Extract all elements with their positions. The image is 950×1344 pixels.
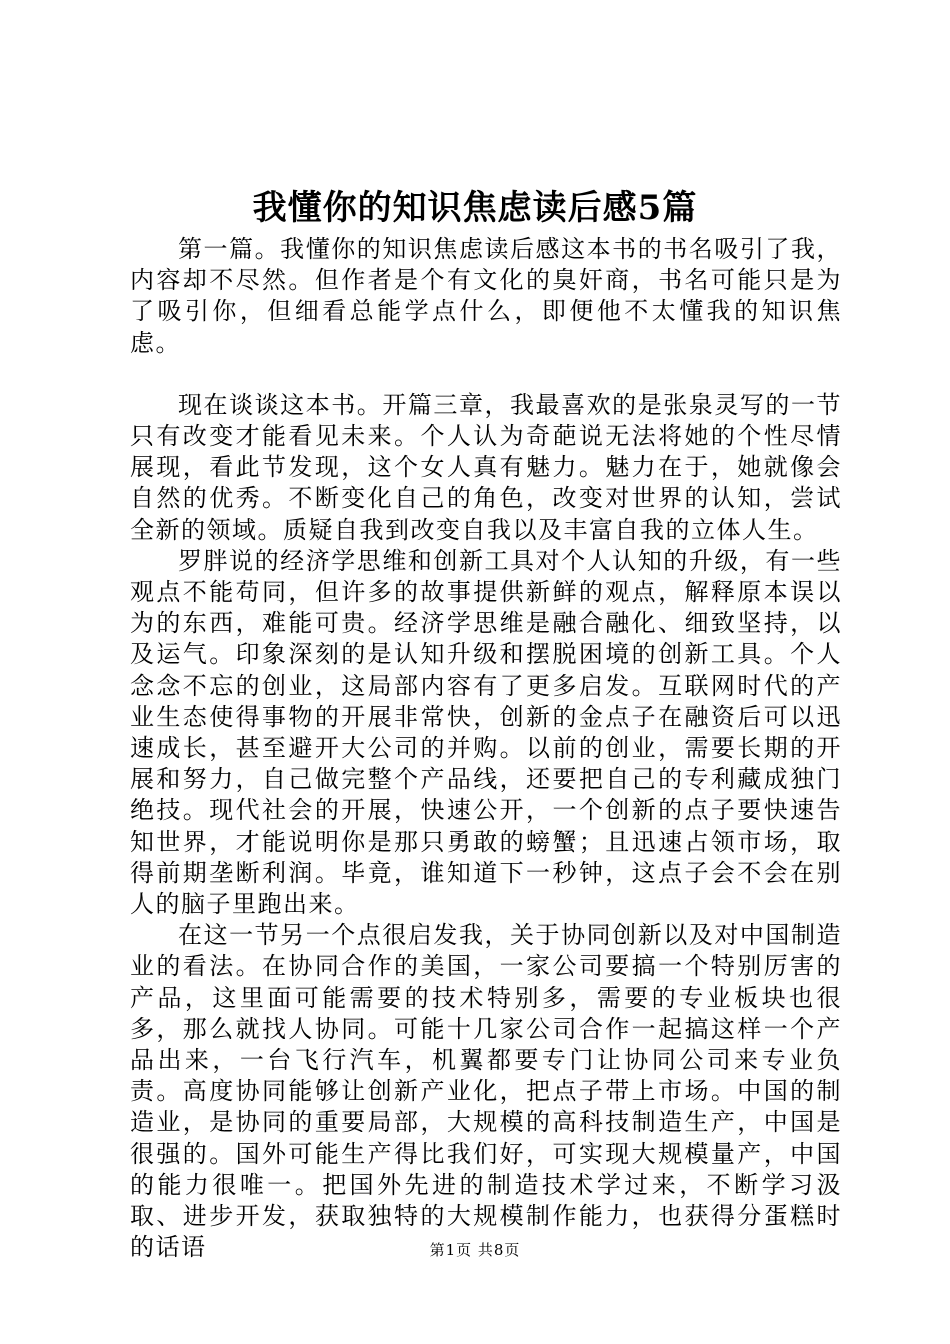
document-body xyxy=(130,234,842,1264)
page-number-footer: 第1页 共8页 xyxy=(429,1241,521,1259)
paragraph-1: 第一篇。我懂你的知识焦虑读后感这本书的书名吸引了我，内容却不尽然。但作者是个有文化的臭奸商，书名可能只是为了吸引你，但细看总能学点什么，即便他不太懂我的知识焦虑。 xyxy=(130,235,842,357)
document-title: 我懂你的知识焦虑读后感5篇 xyxy=(252,188,698,228)
paragraph-3: 罗胖说的经济学思维和创新工具对个人认知的升级，有一些观点不能苟同，但许多的故事提供新鲜的观点，解释原本误以为的东西，难能可贵。经济学思维是融合融化、细致坚持，以及运气。印象深刻的是认知升级和摆脱困境的创新工具。个人念念不忘的创业，这局部内容有了更多启发。互联网时代的产业生态使得事物的开展非常快，创新的金点子在融资后可以迅速成长，甚至避开大公司的并购。以前的创业，需要长期的开展和努力，自己做完整个产品线，还要把自己的专利藏成独门绝技。现代社会的开展，快速公开，一个创新的点子要快速告知世界，才能说明你是那只勇敢的螃蟹；且迅速占领市场，取得前期垄断利润。毕竟，谁知道下一秒钟，这点子会不会在别人的脑子里跑出来。 xyxy=(130,546,842,919)
paragraph-4: 在这一节另一个点很启发我，关于协同创新以及对中国制造业的看法。在协同合作的美国，一家公司要搞一个特别厉害的产品，这里面可能需要的技术特别多，需要的专业板块也很多，那么就找人协同。可能十几家公司合作一起搞这样一个产品出来，一台飞行汽车，机翼都要专门让协同公司来专业负责。高度协同能够让创新产业化，把点子带上市场。中国的制造业，是协同的重要局部，大规模的高科技制造生产，中国是很强的。国外可能生产得比我们好，可实现大规模量产，中国的能力很唯一。把国外先进的制造技术学过来，不断学习汲取、进步开发，获取独特的大规模制作能力，也获得分蛋糕时的话语 xyxy=(130,921,842,1262)
paragraph-2: 现在谈谈这本书。开篇三章，我最喜欢的是张泉灵写的一节只有改变才能看见未来。个人认为奇葩说无法将她的个性尽情展现，看此节发现，这个女人真有魅力。魅力在于，她就像会自然的优秀。不断变化自己的角色，改变对世界的认知，尝试全新的领域。质疑自我到改变自我以及丰富自我的立体人生。 xyxy=(130,390,842,544)
